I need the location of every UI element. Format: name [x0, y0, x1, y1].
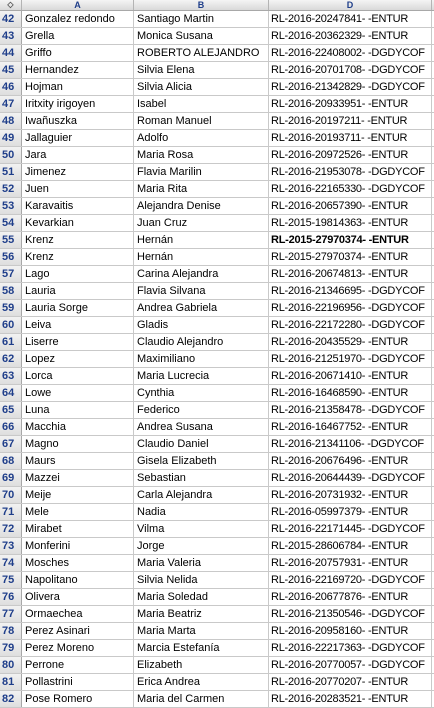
cell-a[interactable]: Lorca — [22, 368, 134, 384]
table-row — [0, 640, 434, 657]
cell-a[interactable]: Krenz — [22, 232, 134, 248]
cell-d[interactable]: RL-2016-20958160- -ENTUR — [269, 623, 432, 639]
table-row — [0, 521, 434, 538]
row-number[interactable]: 65 — [0, 402, 22, 418]
table-row — [0, 436, 434, 453]
column-header-a[interactable]: A — [22, 0, 134, 10]
cell-d[interactable]: RL-2016-21341106- -DGDYCOF — [269, 436, 432, 452]
table-row — [0, 28, 434, 45]
cell-a[interactable]: Napolitano — [22, 572, 134, 588]
row-number[interactable]: 59 — [0, 300, 22, 316]
table-row — [0, 283, 434, 300]
cell-d[interactable]: RL-2016-22217363- -DGDYCOF — [269, 640, 432, 656]
cell-d[interactable]: RL-2016-20933951- -ENTUR — [269, 96, 432, 112]
cell-d[interactable]: RL-2016-16467752- -ENTUR — [269, 419, 432, 435]
cell-b[interactable]: Andrea Susana — [134, 419, 269, 435]
table-row — [0, 130, 434, 147]
cell-b[interactable]: Santiago Martin — [134, 11, 269, 27]
cell-d[interactable]: RL-2016-21953078- -DGDYCOF — [269, 164, 432, 180]
row-number[interactable]: 57 — [0, 266, 22, 282]
table-row — [0, 334, 434, 351]
column-header-bar — [0, 0, 434, 11]
table-row — [0, 589, 434, 606]
table-row — [0, 266, 434, 283]
cell-d[interactable]: RL-2016-20677876- -ENTUR — [269, 589, 432, 605]
cell-a[interactable]: Juen — [22, 181, 134, 197]
cell-b[interactable]: Vilma — [134, 521, 269, 537]
row-number[interactable]: 51 — [0, 164, 22, 180]
cell-b[interactable]: Flavia Silvana — [134, 283, 269, 299]
cell-b[interactable]: Maria del Carmen — [134, 691, 269, 707]
cell-a[interactable]: Perez Asinari — [22, 623, 134, 639]
cell-b[interactable]: Alejandra Denise — [134, 198, 269, 214]
table-row — [0, 385, 434, 402]
cell-b[interactable]: Jorge — [134, 538, 269, 554]
cell-a[interactable]: Mirabet — [22, 521, 134, 537]
row-number[interactable]: 66 — [0, 419, 22, 435]
row-number[interactable]: 52 — [0, 181, 22, 197]
cell-b[interactable]: Isabel — [134, 96, 269, 112]
cell-b[interactable]: Gisela Elizabeth — [134, 453, 269, 469]
table-row — [0, 402, 434, 419]
cell-a[interactable]: Lauria Sorge — [22, 300, 134, 316]
cell-a[interactable]: Jara — [22, 147, 134, 163]
row-number[interactable]: 55 — [0, 232, 22, 248]
cell-d[interactable]: RL-2016-21350546- -DGDYCOF — [269, 606, 432, 622]
table-row — [0, 113, 434, 130]
row-number[interactable]: 67 — [0, 436, 22, 452]
cell-b[interactable]: Maria Lucrecia — [134, 368, 269, 384]
cell-a[interactable]: Jallaguier — [22, 130, 134, 146]
cell-b[interactable]: Maria Valeria — [134, 555, 269, 571]
cell-b[interactable]: Claudio Alejandro — [134, 334, 269, 350]
cell-a[interactable]: Mele — [22, 504, 134, 520]
cell-a[interactable]: Ormaechea — [22, 606, 134, 622]
table-row — [0, 164, 434, 181]
table-row — [0, 691, 434, 708]
cell-b[interactable]: Sebastian — [134, 470, 269, 486]
table-row — [0, 657, 434, 674]
cell-a[interactable]: Krenz — [22, 249, 134, 265]
cell-d[interactable]: RL-2016-20676496- -ENTUR — [269, 453, 432, 469]
cell-d[interactable]: RL-2016-21346695- -DGDYCOF — [269, 283, 432, 299]
cell-d[interactable]: RL-2016-20674813- -ENTUR — [269, 266, 432, 282]
cell-b[interactable]: Monica Susana — [134, 28, 269, 44]
cell-b[interactable]: Maria Rosa — [134, 147, 269, 163]
cell-a[interactable]: Maurs — [22, 453, 134, 469]
cell-b[interactable]: Maria Soledad — [134, 589, 269, 605]
cell-a[interactable]: Grella — [22, 28, 134, 44]
row-number[interactable]: 80 — [0, 657, 22, 673]
cell-b[interactable]: Elizabeth — [134, 657, 269, 673]
cell-d[interactable]: RL-2015-27970374- -ENTUR — [269, 249, 432, 265]
cell-d[interactable]: RL-2016-21342829- -DGDYCOF — [269, 79, 432, 95]
row-number[interactable]: 76 — [0, 589, 22, 605]
cell-a[interactable]: Lowe — [22, 385, 134, 401]
table-row — [0, 198, 434, 215]
cell-b[interactable]: Silvia Elena — [134, 62, 269, 78]
cell-a[interactable]: Luna — [22, 402, 134, 418]
table-row — [0, 555, 434, 572]
table-row — [0, 79, 434, 96]
row-number[interactable]: 63 — [0, 368, 22, 384]
cell-a[interactable]: Macchia — [22, 419, 134, 435]
cell-d[interactable]: RL-2016-20770057- -DGDYCOF — [269, 657, 432, 673]
row-number[interactable]: 71 — [0, 504, 22, 520]
cell-b[interactable]: Federico — [134, 402, 269, 418]
table-row — [0, 674, 434, 691]
cell-b[interactable]: Silvia Alicia — [134, 79, 269, 95]
cell-b[interactable]: Cynthia — [134, 385, 269, 401]
table-row — [0, 351, 434, 368]
cell-b[interactable]: Maria Marta — [134, 623, 269, 639]
row-number[interactable]: 61 — [0, 334, 22, 350]
row-number[interactable]: 77 — [0, 606, 22, 622]
cell-b[interactable]: Flavia Marilin — [134, 164, 269, 180]
cell-a[interactable]: Liserre — [22, 334, 134, 350]
cell-b[interactable]: Claudio Daniel — [134, 436, 269, 452]
table-row — [0, 606, 434, 623]
row-number[interactable]: 78 — [0, 623, 22, 639]
cell-a[interactable]: Hernandez — [22, 62, 134, 78]
row-number[interactable]: 45 — [0, 62, 22, 78]
row-number[interactable]: 56 — [0, 249, 22, 265]
row-number[interactable]: 58 — [0, 283, 22, 299]
cell-a[interactable]: Olivera — [22, 589, 134, 605]
cell-a[interactable]: Pose Romero — [22, 691, 134, 707]
cell-d[interactable]: RL-2016-22408002- -DGDYCOF — [269, 45, 432, 61]
cell-b[interactable]: Andrea Gabriela — [134, 300, 269, 316]
cell-a[interactable]: Lopez — [22, 351, 134, 367]
cell-b[interactable]: Adolfo — [134, 130, 269, 146]
cell-b[interactable]: Maximiliano — [134, 351, 269, 367]
table-row — [0, 538, 434, 555]
cell-d[interactable]: RL-2016-20770207- -ENTUR — [269, 674, 432, 690]
cell-d[interactable]: RL-2016-22165330- -DGDYCOF — [269, 181, 432, 197]
cell-d[interactable]: RL-2016-16468590- -ENTUR — [269, 385, 432, 401]
row-number[interactable]: 44 — [0, 45, 22, 61]
column-header-b[interactable]: B — [134, 0, 269, 10]
table-row — [0, 453, 434, 470]
cell-d[interactable]: RL-2016-20757931- -ENTUR — [269, 555, 432, 571]
select-all-corner[interactable]: ◇ — [0, 0, 22, 10]
cell-d[interactable]: RL-2016-22171445- -DGDYCOF — [269, 521, 432, 537]
table-row — [0, 215, 434, 232]
cell-d[interactable]: RL-2016-21358478- -DGDYCOF — [269, 402, 432, 418]
row-number[interactable]: 60 — [0, 317, 22, 333]
cell-a[interactable]: Perez Moreno — [22, 640, 134, 656]
cell-d[interactable]: RL-2016-20247841- -ENTUR — [269, 11, 432, 27]
cell-d[interactable]: RL-2016-20193711- -ENTUR — [269, 130, 432, 146]
row-number[interactable]: 49 — [0, 130, 22, 146]
cell-a[interactable]: Iritxity irigoyen — [22, 96, 134, 112]
row-number[interactable]: 75 — [0, 572, 22, 588]
table-row — [0, 249, 434, 266]
cell-a[interactable]: Lauria — [22, 283, 134, 299]
row-number[interactable]: 50 — [0, 147, 22, 163]
cell-a[interactable]: Hojman — [22, 79, 134, 95]
cell-a[interactable]: Magno — [22, 436, 134, 452]
table-row — [0, 487, 434, 504]
cell-a[interactable]: Griffo — [22, 45, 134, 61]
cell-d[interactable]: RL-2016-20972526- -ENTUR — [269, 147, 432, 163]
cell-a[interactable]: Karavaitis — [22, 198, 134, 214]
cell-b[interactable]: Carla Alejandra — [134, 487, 269, 503]
cell-d[interactable]: RL-2016-22172280- -DGDYCOF — [269, 317, 432, 333]
cell-d[interactable]: RL-2016-22196956- -DGDYCOF — [269, 300, 432, 316]
cell-a[interactable]: Lago — [22, 266, 134, 282]
cell-b[interactable]: Carina Alejandra — [134, 266, 269, 282]
row-number[interactable]: 74 — [0, 555, 22, 571]
row-number[interactable]: 47 — [0, 96, 22, 112]
row-number[interactable]: 54 — [0, 215, 22, 231]
table-row — [0, 62, 434, 79]
table-row — [0, 317, 434, 334]
row-number[interactable]: 68 — [0, 453, 22, 469]
row-number[interactable]: 43 — [0, 28, 22, 44]
row-number[interactable]: 69 — [0, 470, 22, 486]
cell-a[interactable]: Pollastrini — [22, 674, 134, 690]
cell-b[interactable]: Marcia Estefanía — [134, 640, 269, 656]
table-row — [0, 96, 434, 113]
table-row — [0, 147, 434, 164]
cell-d[interactable]: RL-2016-20671410- -ENTUR — [269, 368, 432, 384]
table-row — [0, 232, 434, 249]
table-row — [0, 45, 434, 62]
cell-d[interactable]: RL-2016-20731932- -ENTUR — [269, 487, 432, 503]
cell-b[interactable]: Erica Andrea — [134, 674, 269, 690]
cell-d[interactable]: RL-2015-28606784- -ENTUR — [269, 538, 432, 554]
cell-a[interactable]: Meije — [22, 487, 134, 503]
row-number[interactable]: 81 — [0, 674, 22, 690]
cell-d[interactable]: RL-2015-19814363- -ENTUR — [269, 215, 432, 231]
column-header-d[interactable]: D — [269, 0, 432, 10]
row-number[interactable]: 70 — [0, 487, 22, 503]
row-number[interactable]: 82 — [0, 691, 22, 707]
cell-b[interactable]: Gladis — [134, 317, 269, 333]
cell-b[interactable]: Nadia — [134, 504, 269, 520]
row-number[interactable]: 53 — [0, 198, 22, 214]
cell-a[interactable]: Leiva — [22, 317, 134, 333]
cell-b[interactable]: ROBERTO ALEJANDRO — [134, 45, 269, 61]
cell-d[interactable]: RL-2016-20657390- -ENTUR — [269, 198, 432, 214]
cell-d[interactable]: RL-2015-27970374- -ENTUR — [269, 232, 432, 248]
cell-d[interactable]: RL-2016-20435529- -ENTUR — [269, 334, 432, 350]
cell-d[interactable]: RL-2016-20644439- -DGDYCOF — [269, 470, 432, 486]
row-number[interactable]: 79 — [0, 640, 22, 656]
cell-a[interactable]: Jimenez — [22, 164, 134, 180]
table-row — [0, 504, 434, 521]
cell-a[interactable]: Mazzei — [22, 470, 134, 486]
cell-a[interactable]: Iwañuszka — [22, 113, 134, 129]
row-number[interactable]: 46 — [0, 79, 22, 95]
table-row — [0, 11, 434, 28]
cell-b[interactable]: Hernán — [134, 232, 269, 248]
cell-a[interactable]: Mosches — [22, 555, 134, 571]
cell-d[interactable]: RL-2016-21251970- -DGDYCOF — [269, 351, 432, 367]
cell-d[interactable]: RL-2016-05997379- -ENTUR — [269, 504, 432, 520]
cell-b[interactable]: Maria Rita — [134, 181, 269, 197]
cell-d[interactable]: RL-2016-20701708- -DGDYCOF — [269, 62, 432, 78]
table-row — [0, 300, 434, 317]
cell-d[interactable]: RL-2016-20283521- -ENTUR — [269, 691, 432, 707]
table-row — [0, 572, 434, 589]
row-number[interactable]: 62 — [0, 351, 22, 367]
row-number[interactable]: 73 — [0, 538, 22, 554]
cell-a[interactable]: Kevarkian — [22, 215, 134, 231]
cell-b[interactable]: Maria Beatriz — [134, 606, 269, 622]
row-number[interactable]: 72 — [0, 521, 22, 537]
cell-a[interactable]: Perrone — [22, 657, 134, 673]
table-row — [0, 368, 434, 385]
cell-b[interactable]: Hernán — [134, 249, 269, 265]
grid-body — [0, 11, 434, 708]
cell-b[interactable]: Silvia Nelida — [134, 572, 269, 588]
cell-a[interactable]: Gonzalez redondo — [22, 11, 134, 27]
cell-d[interactable]: RL-2016-20362329- -ENTUR — [269, 28, 432, 44]
row-number[interactable]: 64 — [0, 385, 22, 401]
table-row — [0, 623, 434, 640]
table-row — [0, 181, 434, 198]
table-row — [0, 470, 434, 487]
row-number[interactable]: 42 — [0, 11, 22, 27]
cell-d[interactable]: RL-2016-22169720- -DGDYCOF — [269, 572, 432, 588]
table-row — [0, 419, 434, 436]
cell-b[interactable]: Juan Cruz — [134, 215, 269, 231]
row-number[interactable]: 48 — [0, 113, 22, 129]
cell-a[interactable]: Monferini — [22, 538, 134, 554]
cell-d[interactable]: RL-2016-20197211- -ENTUR — [269, 113, 432, 129]
cell-b[interactable]: Roman Manuel — [134, 113, 269, 129]
